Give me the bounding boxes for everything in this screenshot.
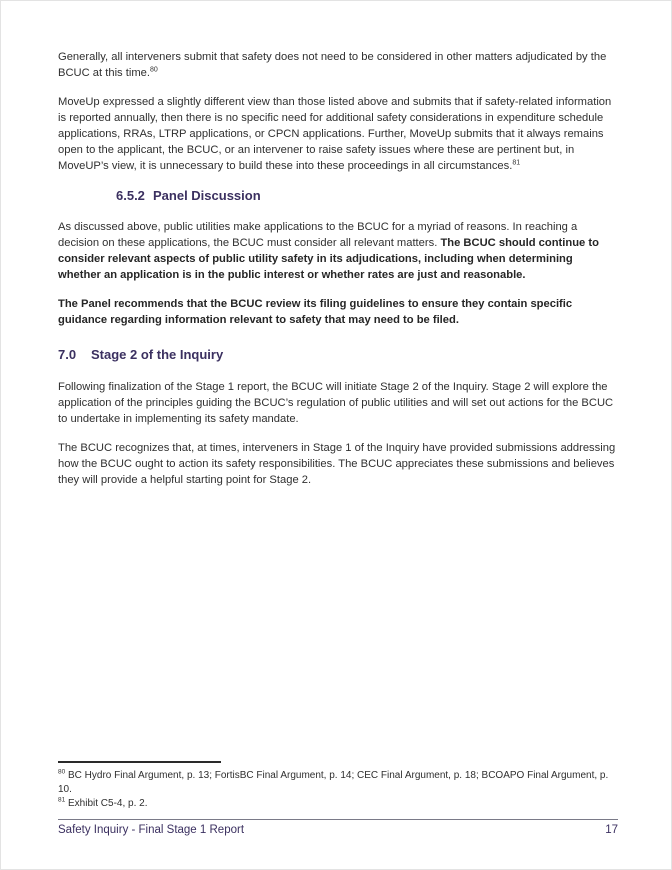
paragraph-bold-text: The BCUC should continue to consider relevant aspects of public utility safety in its adjudications, including when determining whether an application is in the public interest or whether rates are just and reasonable. xyxy=(58,237,599,281)
paragraph-text: Generally, all interveners submit that safety does not need to be considered in other matters adjudicated by the BCUC at this time. xyxy=(58,51,607,79)
paragraph xyxy=(58,49,618,81)
paragraph-text: As discussed above, public utilities make applications to the BCUC for a myriad of reasons. In reaching a decision on these applications, the BCUC must consider all relevant matters. xyxy=(58,221,578,249)
footnote xyxy=(58,797,618,811)
panel-recommendation xyxy=(58,296,618,328)
footnote-number: 81 xyxy=(58,796,66,804)
footnote-text: BC Hydro Final Argument, p. 13; FortisBC Final Argument, p. 14; CEC Final Argument, p. 18; BCOAPO Final Argument, p. 10. xyxy=(58,770,609,795)
paragraph-text: MoveUp expressed a slightly different view than those listed above and submits that if safety-related information is reported annually, then there is no specific need for additional safety considerations in expenditure schedule applications, RRAs, LTRP applications, or CPCN applications. Further, MoveUp submits that it always remains open to the applicant, the BCUC, or an intervener to raise safety issues where these are pertinent but, in MoveUP’s view, it is unnecessary to build these into these proceedings in all circumstances. xyxy=(58,96,612,172)
section-number: 7.0 xyxy=(58,347,77,362)
document-body xyxy=(58,1,618,501)
paragraph-text: Following finalization of the Stage 1 report, the BCUC will initiate Stage 2 of the Inquiry. Stage 2 will explore the application of the principles guiding the BCUC’s regulation of public utilities and will set out actions for the BCUC to undertake in implementing its safety mandate. xyxy=(58,381,614,425)
paragraph-bold-text: The Panel recommends that the BCUC review its filing guidelines to ensure they contain specific guidance regarding information relevant to safety that may need to be filed. xyxy=(58,298,573,326)
footnote-text: Exhibit C5-4, p. 2. xyxy=(65,798,148,809)
page-number: 17 xyxy=(605,824,618,836)
footnote-area xyxy=(58,761,618,811)
paragraph xyxy=(58,219,618,283)
footnote-separator-rule xyxy=(58,761,221,763)
section-title: Panel Discussion xyxy=(153,188,261,203)
footer-row xyxy=(58,823,618,838)
footnote-reference: 81 xyxy=(512,159,521,167)
footnote-number: 80 xyxy=(58,768,66,776)
page-footer xyxy=(58,819,618,838)
section-number: 6.5.2 xyxy=(116,188,145,203)
paragraph xyxy=(58,379,618,427)
section-heading-70 xyxy=(58,346,618,364)
footnote xyxy=(58,769,618,797)
footer-rule xyxy=(58,819,618,820)
paragraph xyxy=(58,94,618,174)
section-title: Stage 2 of the Inquiry xyxy=(91,347,224,362)
paragraph xyxy=(58,440,618,488)
footer-title: Safety Inquiry - Final Stage 1 Report xyxy=(58,824,245,836)
footnote-reference: 80 xyxy=(150,66,158,74)
paragraph-text: The BCUC recognizes that, at times, interveners in Stage 1 of the Inquiry have provided submissions addressing how the BCUC ought to action its safety responsibilities. The BCUC appreciates these submissions and believes they will provide a helpful starting point for Stage 2. xyxy=(58,442,616,486)
section-heading-652 xyxy=(58,187,618,205)
